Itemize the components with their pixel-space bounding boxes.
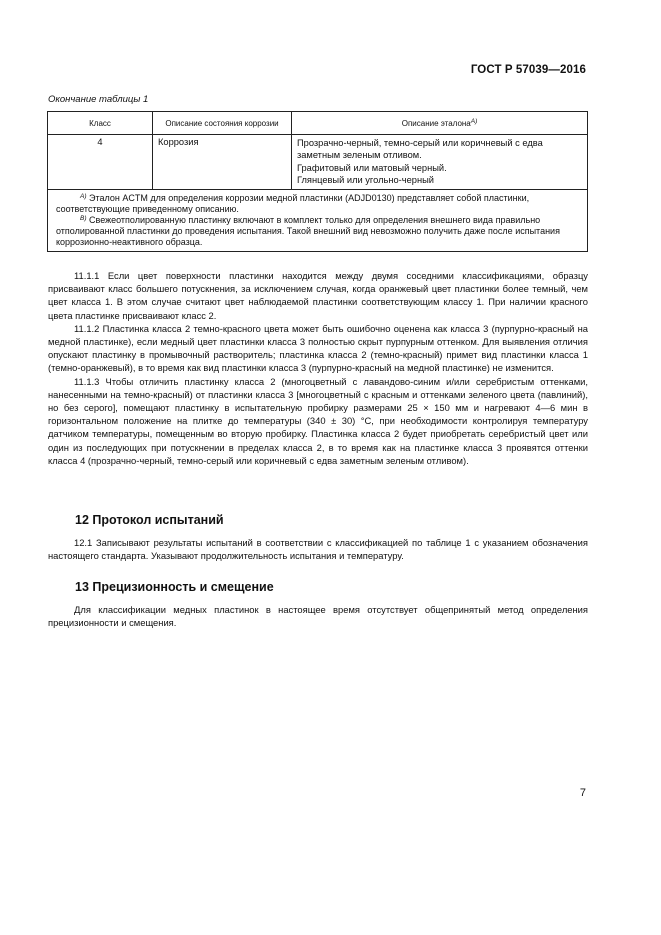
paragraph-11-1-2: 11.1.2 Пластинка класса 2 темно-красного цвета может быть ошибочно оценена как класса 3 (пурпурно-красный на медной пластинке), если медный цвет пластинки класса 3 полностью скрыт пурпурным оттенком. Для выявления отличия опускают пластинку в промывочный растворитель; пластинка класса 2 (темно-красный) примет вид пластинки класса 1 (темно-оранжевый), в то время как вид пластинки класса 3 (пурпурно-красный на медной пластинке) не изменится. xyxy=(48,322,588,374)
table-row xyxy=(48,135,588,190)
corrosion-table xyxy=(47,111,588,252)
table-notes xyxy=(48,189,588,251)
table-caption: Окончание таблицы 1 xyxy=(48,94,149,105)
note-mark: В) xyxy=(80,214,87,222)
description-line: Графитовый или матовый черный. xyxy=(297,162,447,173)
class-cell: 4 xyxy=(48,135,153,190)
table-header-row xyxy=(48,112,588,135)
section-12-title: 12 Протокол испытаний xyxy=(75,513,224,527)
paragraph-13: Для классификации медных пластинок в настоящее время отсутствует общепринятый метод определения прецизионности и смещения. xyxy=(48,604,588,629)
table-notes-row xyxy=(48,189,588,251)
table-note: $^{В)}$ Свежеотполированную пластинку включают в комплект только для определения внешнего вида правильно отполированной пластинки до проведения испытания. Такой внешний вид невозможно получить даже после испытания коррозионно-неактивного образца. xyxy=(56,214,560,247)
note-mark: А) xyxy=(80,192,87,200)
section-13-body xyxy=(48,603,588,629)
col-condition-header: Описание состояния коррозии xyxy=(153,112,292,135)
paragraph-12-1: 12.1 Записывают результаты испытаний в соответствии с классификацией по таблице 1 с указанием обозначения настоящего стандарта. Указывают продолжительность испытания и температуру. xyxy=(48,537,588,562)
paragraph-11-1-3: 11.1.3 Чтобы отличить пластинку класса 2 (многоцветный с лавандово-синим и/или серебристым оттенками, нанесенными на темно-красный) от пластинки класса 3 [многоцветный с красным и оттенками зеленого цвета (павлиний), но без серого], помещают пластинку в испытательную пробирку размерами 25 × 150 мм и нагревают 4—6 мин в горизонтальном положение на плитке до температуры (340 ± 30) °С, при необходимости контролируя температуру датчиком температуры, помещенным во вторую пробирку. Пластинка класса 2 будет приобретать серебристый цвет или один из последующих при потускнении в пределах класса 2, в то время как на пластинке класса 3 проявятся оттенки класса 4 (прозрачно-черный, темно-серый или коричневый с едва заметным зеленым отливом). xyxy=(48,375,588,466)
paragraph-11-1-1: 11.1.1 Если цвет поверхности пластинки находится между двумя соседними классификациями, образцу присваивают класс большего потускнения, за исключением случая, когда оранжевый цвет пластинки более темный, чем цвет класса 1. В этом случае считают цвет наблюдаемой пластинки соответствующим классу 1. При наличии красного цвета пластинке присваивают класс 2. xyxy=(48,270,588,321)
page-number: 7 xyxy=(579,787,586,799)
col-description-header: Описание эталона$^{А)}$ xyxy=(292,112,588,135)
table-note: $^{А)}$ Эталон ACTM для определения коррозии медной пластинки (ADJD0130) представляет собой пластинки, соответствующие приведенному описанию. xyxy=(56,192,530,214)
condition-cell: Коррозия xyxy=(153,135,292,190)
section-13-title: 13 Прецизионность и смещение xyxy=(75,580,274,594)
description-line: Прозрачно-черный, темно-серый или коричневый с едва заметным зеленым отливом. xyxy=(297,138,543,161)
standard-header: ГОСТ Р 57039—2016 xyxy=(470,64,586,76)
description-cell xyxy=(292,135,588,190)
footnote-mark: А) xyxy=(470,117,478,125)
description-line: Глянцевый или угольно-черный xyxy=(297,175,434,186)
col-class-header: Класс xyxy=(48,112,153,135)
section-12-body xyxy=(48,536,588,562)
section-11-body xyxy=(48,269,588,467)
